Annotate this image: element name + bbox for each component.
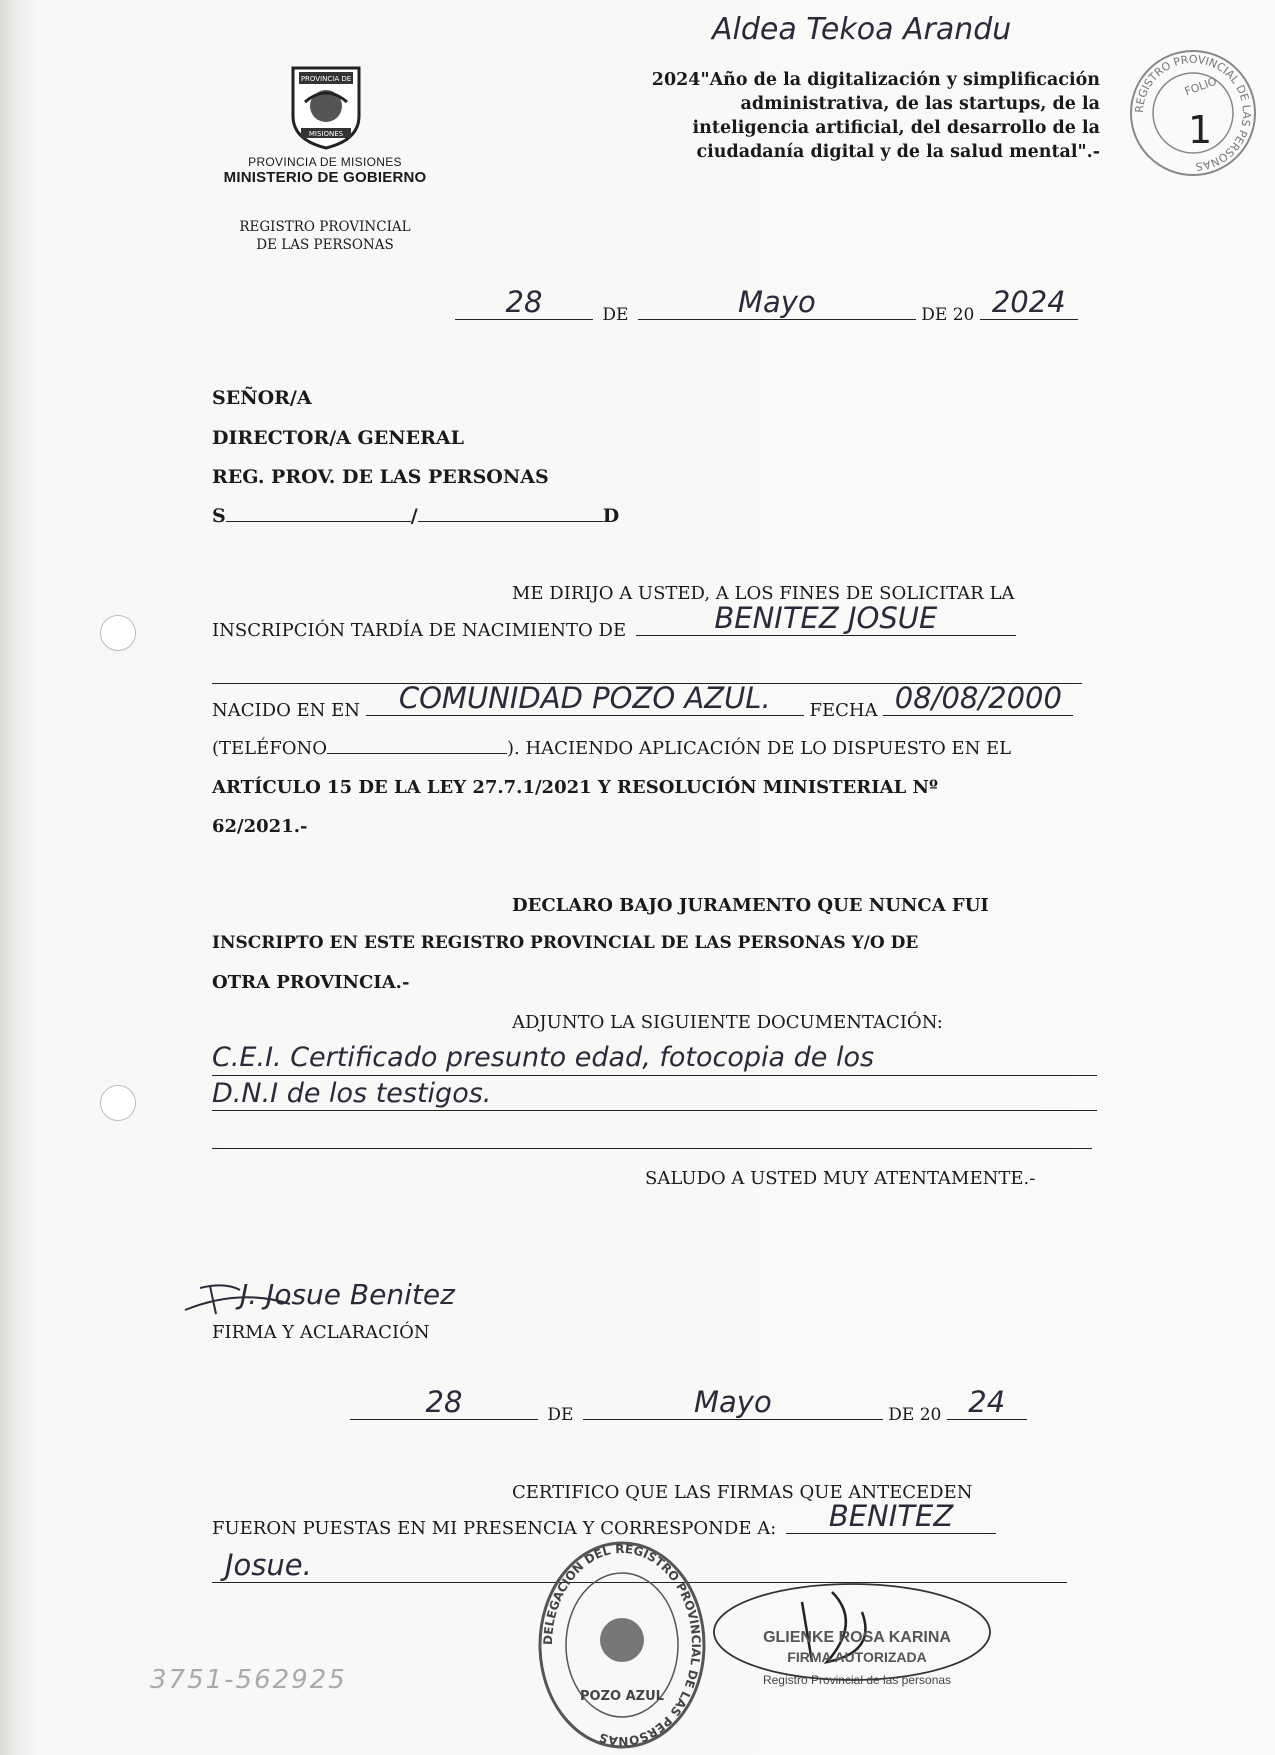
addressee-line-2: DIRECTOR/A GENERAL [212, 427, 464, 449]
motto-line-2: administrativa, de las startups, de la [740, 94, 1100, 114]
date-bottom-year: 24 [968, 1385, 1006, 1419]
telefono-label: (TELÉFONO [212, 738, 328, 759]
declaro-line-3: OTRA PROVINCIA.- [212, 972, 410, 993]
ministry-header [200, 155, 450, 186]
applicant-name: BENITEZ JOSUE [714, 601, 938, 635]
province-name: PROVINCIA DE MISIONES [248, 155, 402, 169]
ministry-name: MINISTERIO DE GOBIERNO [223, 169, 427, 186]
folio-ring-text: REGISTRO PROVINCIAL DE LAS PERSONAS [1132, 52, 1254, 173]
articulo-end: 62/2021.- [212, 816, 308, 837]
intro-text: ME DIRIJO A USTED, A LOS FINES DE SOLICITAR LA [512, 583, 1015, 604]
addressee-line-3: REG. PROV. DE LAS PERSONAS [212, 466, 549, 488]
docs-line-2: D.N.I de los testigos. [212, 1078, 492, 1109]
motto-line-3: inteligencia artificial, del desarrollo de la [692, 118, 1100, 138]
articulo-text: ARTÍCULO 15 DE LA LEY 27.7.1/2021 Y RESOLUCIÓN MINISTERIAL Nº [212, 777, 938, 798]
declaro-line-2: INSCRIPTO EN ESTE REGISTRO PROVINCIAL DE LAS PERSONAS Y/O DE [212, 933, 919, 953]
stamp-signer-name: GLIENKE ROSA KARINA [763, 1629, 951, 1646]
docs-rule-2 [212, 1110, 1097, 1111]
birth-date: 08/08/2000 [894, 681, 1062, 715]
date-top-de2: DE 20 [921, 305, 975, 325]
date-bottom [350, 1385, 1027, 1425]
addressee-line-1: SEÑOR/A [212, 387, 312, 409]
handwritten-community-name: Aldea Tekoa Arandu [712, 12, 1012, 47]
docs-line-1: C.E.I. Certificado presunto edad, fotocopia de los [212, 1042, 875, 1073]
telefono-line [212, 738, 1011, 759]
birth-place: COMUNIDAD POZO AZUL. [398, 681, 771, 715]
date-top-year: 2024 [991, 285, 1066, 319]
motto-line-1: 2024"Año de la digitalización y simplificación [651, 70, 1100, 90]
stamp-signer-role: FIRMA AUTORIZADA [787, 1649, 927, 1665]
punch-hole-top [100, 615, 136, 651]
date-bottom-de2: DE 20 [888, 1405, 942, 1425]
date-bottom-day: 28 [425, 1385, 463, 1419]
crest-text-top: PROVINCIA DE [300, 75, 352, 83]
faint-handwritten-number: 3751-562925 [150, 1665, 347, 1695]
s-label: S [212, 505, 226, 527]
certify-line-2: FUERON PUESTAS EN MI PRESENCIA Y CORRESPONDE A: [212, 1518, 777, 1539]
delegation-seal-stamp [536, 1540, 708, 1750]
declaro-line-1: DECLARO BAJO JURAMENTO QUE NUNCA FUI [512, 895, 989, 916]
d-label: D [602, 505, 620, 527]
seal-bottom-text: POZO AZUL [580, 1689, 664, 1704]
certify-name-1: BENITEZ [828, 1499, 954, 1533]
nacido-line [212, 681, 1073, 721]
fecha-label: FECHA [809, 700, 878, 721]
certify-name-2: Josue. [225, 1548, 312, 1582]
date-top-day: 28 [505, 285, 543, 319]
province-crest-icon [285, 62, 367, 150]
crest-text-bottom: MISIONES [308, 130, 344, 138]
punch-hole-bottom [100, 1085, 136, 1121]
date-top-month: Mayo [738, 285, 816, 319]
date-top [455, 285, 1078, 325]
seal-ring-text: DELEGACIÓN DEL REGISTRO PROVINCIAL DE LAS PERSONAS [540, 1541, 704, 1749]
nacido-text: NACIDO EN EN [212, 700, 361, 721]
date-top-de1: DE [602, 305, 629, 325]
registry-line-2: DE LAS PERSONAS [256, 237, 394, 253]
firma-label: FIRMA Y ACLARACIÓN [212, 1322, 430, 1343]
certify-line-2-row [212, 1499, 996, 1539]
certify-line-1: CERTIFICO QUE LAS FIRMAS QUE ANTECEDEN [512, 1482, 973, 1503]
saludo-text: SALUDO A USTED MUY ATENTAMENTE.- [645, 1168, 1036, 1189]
folio-stamp [1128, 48, 1258, 178]
motto-line-4: ciudadanía digital y de la salud mental".- [696, 142, 1100, 162]
date-bottom-month: Mayo [694, 1385, 772, 1419]
docs-rule-3 [212, 1148, 1092, 1149]
registry-line-1: REGISTRO PROVINCIAL [239, 219, 411, 235]
folio-label: FOLIO [1183, 74, 1219, 99]
inscripcion-line [212, 601, 1016, 641]
slash: / [410, 505, 418, 527]
inscripcion-text: INSCRIPCIÓN TARDÍA DE NACIMIENTO DE [212, 620, 627, 641]
stamp-signer-org: Registro Provincial de las personas [762, 1673, 952, 1687]
docs-rule-1 [212, 1075, 1097, 1076]
authorized-signature-stamp [712, 1582, 1002, 1692]
telefono-rest: ). HACIENDO APLICACIÓN DE LO DISPUESTO EN EL [507, 738, 1012, 759]
year-motto [560, 68, 1100, 164]
addressee-sd-line [212, 505, 619, 527]
adjunto-text: ADJUNTO LA SIGUIENTE DOCUMENTACIÓN: [512, 1012, 943, 1033]
date-bottom-de1: DE [547, 1405, 574, 1425]
folio-number: 1 [1188, 108, 1213, 152]
registry-name [200, 218, 450, 254]
applicant-signature: J. Josue Benitez [240, 1278, 455, 1311]
